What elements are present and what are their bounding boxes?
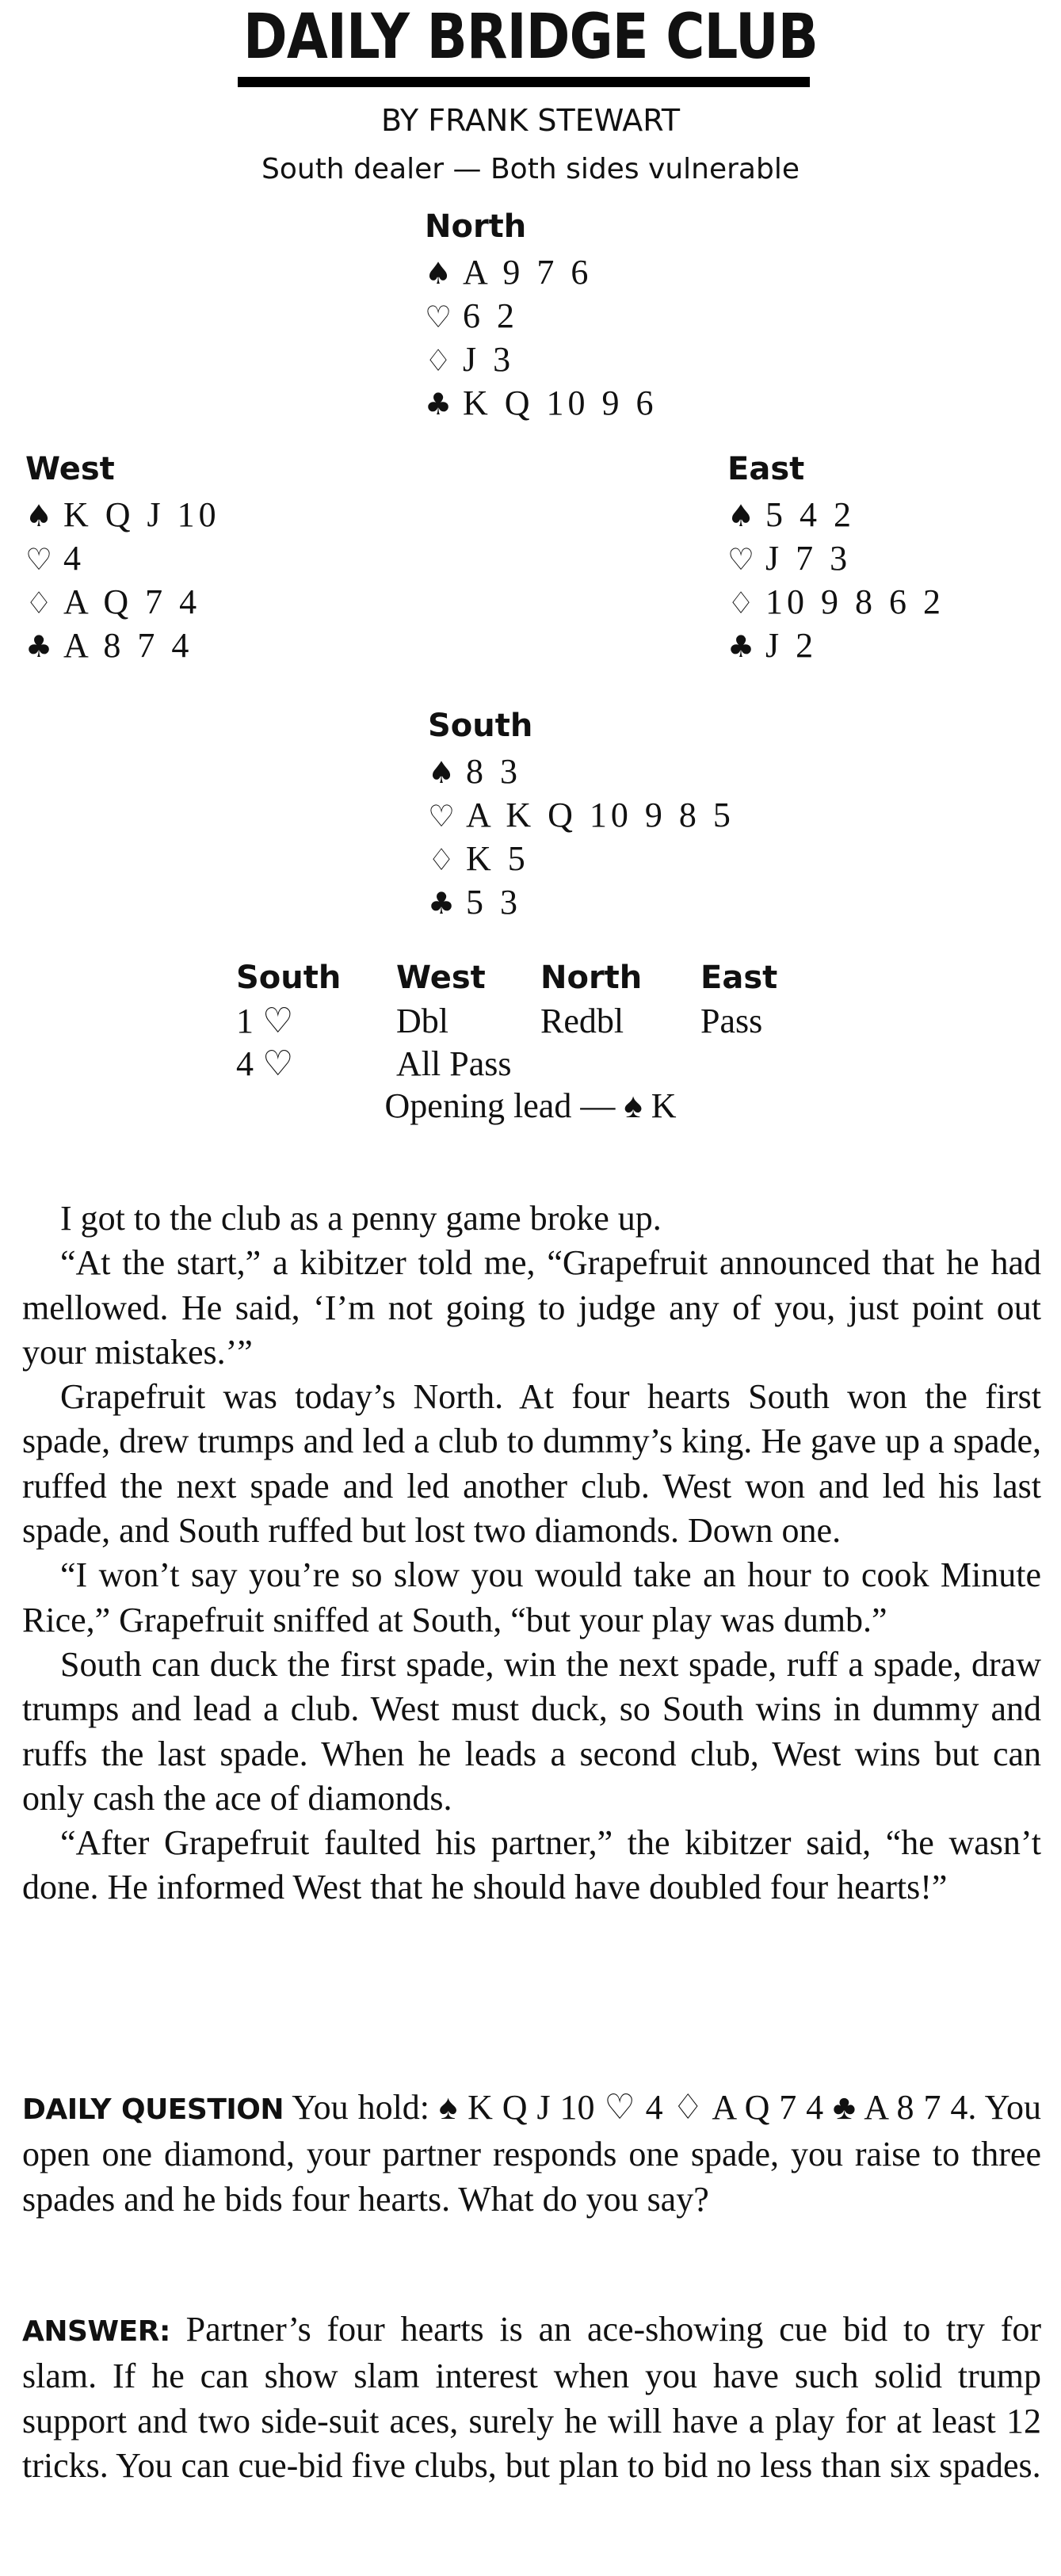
article-paragraph: “At the start,” a kibitzer told me, “Grapefruit announced that he had mellowed. He said, ‘I’m not going to judge any of you, just point out your mistakes.’” — [22, 1243, 1041, 1372]
west-hand — [25, 447, 220, 667]
spades-holding: ♠ K Q J 10 — [25, 493, 220, 536]
diamond-icon: ♢ — [428, 842, 456, 877]
club-icon: ♣ — [428, 886, 456, 921]
answer-label: ANSWER: — [22, 2315, 170, 2348]
daily-question — [22, 2086, 1041, 2222]
club-icon: ♣ — [425, 387, 452, 422]
hand-name: East — [727, 451, 805, 487]
bidding-column-west — [396, 956, 511, 1086]
heart-icon: ♡ — [727, 542, 755, 577]
dealer-vulnerability-line: South dealer — Both sides vulnerable — [261, 153, 800, 185]
spades-holding: ♠ 8 3 — [428, 750, 735, 793]
bid: Redbl — [540, 1002, 624, 1040]
article-paragraph: South can duck the first spade, win the next spade, ruff a spade, draw trumps and lead a club. West must duck, so South wins in dummy and ruffs the last spade. When he leads a second club, West wins but can only cash the ace of diamonds. — [22, 1644, 1041, 1818]
article-paragraph: I got to the club as a penny game broke up. — [60, 1199, 662, 1238]
diamond-icon: ♢ — [25, 586, 53, 620]
bidding-column-south — [236, 956, 341, 1086]
article-paragraph: “After Grapefruit faulted his partner,” the kibitzer said, “he wasn’t done. He informed West that he should have doubled four hearts!” — [22, 1823, 1041, 1907]
article-body — [22, 1196, 1041, 1910]
column-title: DAILY BRIDGE CLUB — [242, 2, 819, 73]
bid: 4 ♡ — [236, 1044, 294, 1083]
spade-icon: ♠ — [428, 755, 456, 790]
byline: BY FRANK STEWART — [380, 103, 681, 138]
spades-holding: ♠ A 9 7 6 — [425, 250, 658, 294]
club-icon: ♣ — [727, 629, 755, 664]
heart-icon: ♡ — [25, 542, 53, 577]
clubs-holding: ♣ J 2 — [727, 624, 945, 667]
daily-question-label: DAILY QUESTION — [22, 2093, 284, 2126]
bid: Dbl — [396, 1002, 448, 1040]
diamonds-holding: ♢ K 5 — [428, 837, 735, 880]
hearts-holding: ♡ 4 — [25, 536, 220, 580]
clubs-holding: ♣ K Q 10 9 6 — [425, 381, 658, 425]
hearts-holding: ♡ A K Q 10 9 8 5 — [428, 793, 735, 837]
spades-holding: ♠ 5 4 2 — [727, 493, 945, 536]
east-hand — [727, 447, 945, 667]
hand-name: South — [428, 708, 533, 744]
article-paragraph: Grapefruit was today’s North. At four hearts South won the first spade, drew trumps and led a club to dummy’s king. He gave up a spade, ruffed the next spade and led another club. West won and led his last spade, and South ruffed but lost two diamonds. Down one. — [22, 1377, 1041, 1551]
clubs-holding: ♣ A 8 7 4 — [25, 624, 220, 667]
answer-text: Partner’s four hearts is an ace-showing cue bid to try for slam. If he can show slam interest when you have such solid trump support and two side-suit aces, surely he will have a play for at least 12 tricks. You can cue-bid five clubs, but plan to bid no less than six spades. — [22, 2310, 1041, 2485]
hearts-holding: ♡ 6 2 — [425, 294, 658, 338]
bidding-header: North — [540, 960, 643, 996]
heart-icon: ♡ — [428, 799, 456, 834]
bid: 1 ♡ — [236, 1002, 294, 1040]
bidding-column-north — [540, 956, 642, 1043]
clubs-holding: ♣ 5 3 — [428, 880, 735, 924]
spade-icon: ♠ — [25, 498, 53, 533]
hand-name: West — [25, 451, 115, 487]
title-rule — [238, 77, 810, 87]
bidding-header: South — [236, 960, 342, 996]
bid: All Pass — [396, 1044, 512, 1083]
north-hand — [425, 204, 658, 425]
spade-icon: ♠ — [425, 256, 452, 291]
daily-question-text: You hold: ♠ K Q J 10 ♡ 4 ♢ A Q 7 4 ♣ A 8 7 4. You open one diamond, your partner responds one spade, you raise to three spades and he bids four hearts. What do you say? — [22, 2088, 1041, 2219]
hand-name: North — [425, 208, 527, 245]
answer — [22, 2307, 1041, 2488]
spade-icon: ♠ — [727, 498, 755, 533]
diamonds-holding: ♢ A Q 7 4 — [25, 580, 220, 624]
bidding-column-east — [700, 956, 777, 1043]
opening-lead: Opening lead — ♠ K — [384, 1086, 677, 1125]
bidding-header: East — [700, 960, 778, 996]
heart-icon: ♡ — [425, 300, 452, 334]
article-paragraph: “I won’t say you’re so slow you would take an hour to cook Minute Rice,” Grapefruit sniffed at South, “but your play was dumb.” — [22, 1555, 1041, 1639]
hearts-holding: ♡ J 7 3 — [727, 536, 945, 580]
bidding-header: West — [396, 960, 486, 996]
diamonds-holding: ♢ 10 9 8 6 2 — [727, 580, 945, 624]
club-icon: ♣ — [25, 629, 53, 664]
south-hand — [428, 704, 735, 924]
diamonds-holding: ♢ J 3 — [425, 338, 658, 381]
bid: Pass — [700, 1002, 763, 1040]
diamond-icon: ♢ — [727, 586, 755, 620]
diamond-icon: ♢ — [425, 343, 452, 378]
